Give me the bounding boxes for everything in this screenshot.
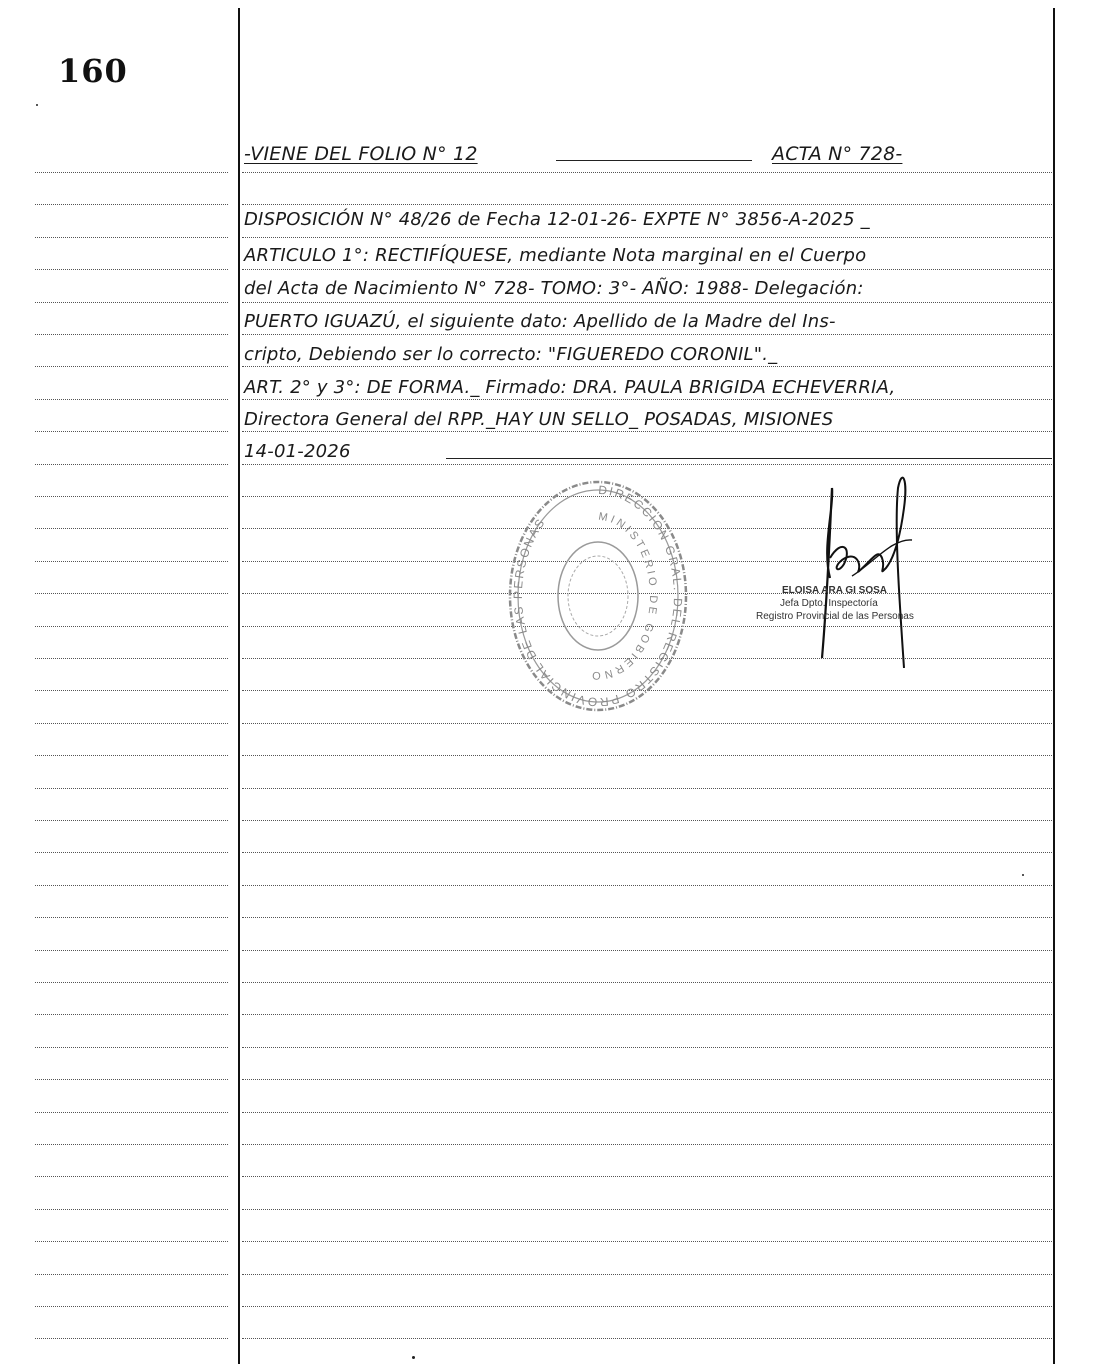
ruled-line xyxy=(242,334,1052,335)
ruled-line xyxy=(242,1047,1052,1048)
margin-ruled-line xyxy=(35,852,228,853)
margin-ruled-line xyxy=(35,1176,228,1177)
margin-ruled-line xyxy=(35,1274,228,1275)
ruled-line xyxy=(242,1112,1052,1113)
margin-ruled-line xyxy=(35,431,228,432)
paper-speck xyxy=(36,104,38,106)
ruled-line xyxy=(242,1306,1052,1307)
viene-del-folio: -VIENE DEL FOLIO N° 12 xyxy=(244,143,478,165)
ruled-line xyxy=(242,1209,1052,1210)
ruled-line xyxy=(242,917,1052,918)
ruled-line xyxy=(242,1014,1052,1015)
official-seal xyxy=(506,478,690,714)
margin-ruled-line xyxy=(35,1241,228,1242)
ruled-line xyxy=(242,237,1052,238)
ruled-line xyxy=(242,172,1052,173)
body-line-1: DISPOSICIÓN N° 48/26 de Fecha 12-01-26- EXPTE N° 3856-A-2025 _ xyxy=(244,209,870,230)
margin-ruled-line xyxy=(35,561,228,562)
margin-ruled-line xyxy=(35,755,228,756)
margin-ruled-line xyxy=(35,269,228,270)
margin-ruled-line xyxy=(35,1079,228,1080)
signature-stamp xyxy=(756,584,970,623)
margin-ruled-line xyxy=(35,1209,228,1210)
margin-ruled-line xyxy=(35,626,228,627)
ruled-line xyxy=(242,1079,1052,1080)
margin-ruled-line xyxy=(35,982,228,983)
ruled-line xyxy=(242,1241,1052,1242)
margin-ruled-line xyxy=(35,723,228,724)
margin-ruled-line xyxy=(35,1144,228,1145)
margin-ruled-line xyxy=(35,366,228,367)
margin-ruled-line xyxy=(35,237,228,238)
margin-ruled-line xyxy=(35,917,228,918)
right-margin-rule xyxy=(1053,8,1055,1364)
margin-ruled-line xyxy=(35,658,228,659)
body-line-2: ARTICULO 1°: RECTIFÍQUESE, mediante Nota marginal en el Cuerpo xyxy=(244,245,867,266)
body-line-4: PUERTO IGUAZÚ, el siguiente dato: Apellido de la Madre del Ins- xyxy=(244,311,836,332)
ruled-line xyxy=(242,820,1052,821)
body-line-6: ART. 2° y 3°: DE FORMA._ Firmado: DRA. PAULA BRIGIDA ECHEVERRIA, xyxy=(244,377,896,398)
body-line-8: 14-01-2026 xyxy=(244,441,351,462)
ruled-line xyxy=(242,723,1052,724)
margin-ruled-line xyxy=(35,1014,228,1015)
ruled-line xyxy=(242,885,1052,886)
ruled-line xyxy=(242,1274,1052,1275)
margin-ruled-line xyxy=(35,302,228,303)
signer-role: Jefa Dpto. Inspectoría xyxy=(780,598,878,609)
margin-ruled-line xyxy=(35,950,228,951)
ruled-line xyxy=(242,1176,1052,1177)
margin-ruled-line xyxy=(35,1306,228,1307)
paper-speck xyxy=(412,1356,415,1359)
ruled-line xyxy=(242,204,1052,205)
body-line-7: Directora General del RPP._HAY UN SELLO_ POSADAS, MISIONES xyxy=(244,409,834,430)
header-fill-line xyxy=(556,160,752,161)
signer-name: ELOISA ARA GI SOSA xyxy=(782,585,888,596)
ruled-line xyxy=(242,755,1052,756)
ruled-line xyxy=(242,852,1052,853)
margin-ruled-line xyxy=(35,788,228,789)
handwritten-signature xyxy=(812,468,922,668)
closing-line xyxy=(446,458,1052,459)
margin-ruled-line xyxy=(35,1112,228,1113)
margin-ruled-line xyxy=(35,690,228,691)
acta-number: ACTA N° 728- xyxy=(772,143,903,165)
paper-speck xyxy=(1022,874,1024,876)
seal-outer-text: DIRECCION GRAL. DEL REGISTRO PROVINCIAL DE LAS PERSONAS xyxy=(510,482,686,710)
margin-ruled-line xyxy=(35,820,228,821)
seal-inner-text: MINISTERIO DE GOBIERNO xyxy=(588,510,660,682)
margin-ruled-line xyxy=(35,1338,228,1339)
margin-ruled-line xyxy=(35,593,228,594)
margin-ruled-line xyxy=(35,334,228,335)
margin-ruled-line xyxy=(35,885,228,886)
margin-ruled-line xyxy=(35,204,228,205)
ruled-line xyxy=(242,464,1052,465)
ruled-line xyxy=(242,1338,1052,1339)
margin-ruled-line xyxy=(35,399,228,400)
margin-ruled-line xyxy=(35,528,228,529)
margin-ruled-line xyxy=(35,464,228,465)
ruled-line xyxy=(242,366,1052,367)
ruled-line xyxy=(242,302,1052,303)
ruled-line xyxy=(242,788,1052,789)
ruled-line xyxy=(242,1144,1052,1145)
page-number: 160 xyxy=(58,52,128,90)
ruled-line xyxy=(242,399,1052,400)
ruled-line xyxy=(242,982,1052,983)
body-line-3: del Acta de Nacimiento N° 728- TOMO: 3°- AÑO: 1988- Delegación: xyxy=(244,278,864,299)
margin-ruled-line xyxy=(35,172,228,173)
margin-ruled-line xyxy=(35,496,228,497)
margin-rule xyxy=(238,8,240,1364)
ruled-line xyxy=(242,269,1052,270)
margin-ruled-line xyxy=(35,1047,228,1048)
signer-office: Registro Provincial de las Personas xyxy=(756,611,914,622)
ruled-line xyxy=(242,431,1052,432)
body-line-5: cripto, Debiendo ser lo correcto: "FIGUEREDO CORONIL"._ xyxy=(244,344,778,365)
ruled-line xyxy=(242,950,1052,951)
